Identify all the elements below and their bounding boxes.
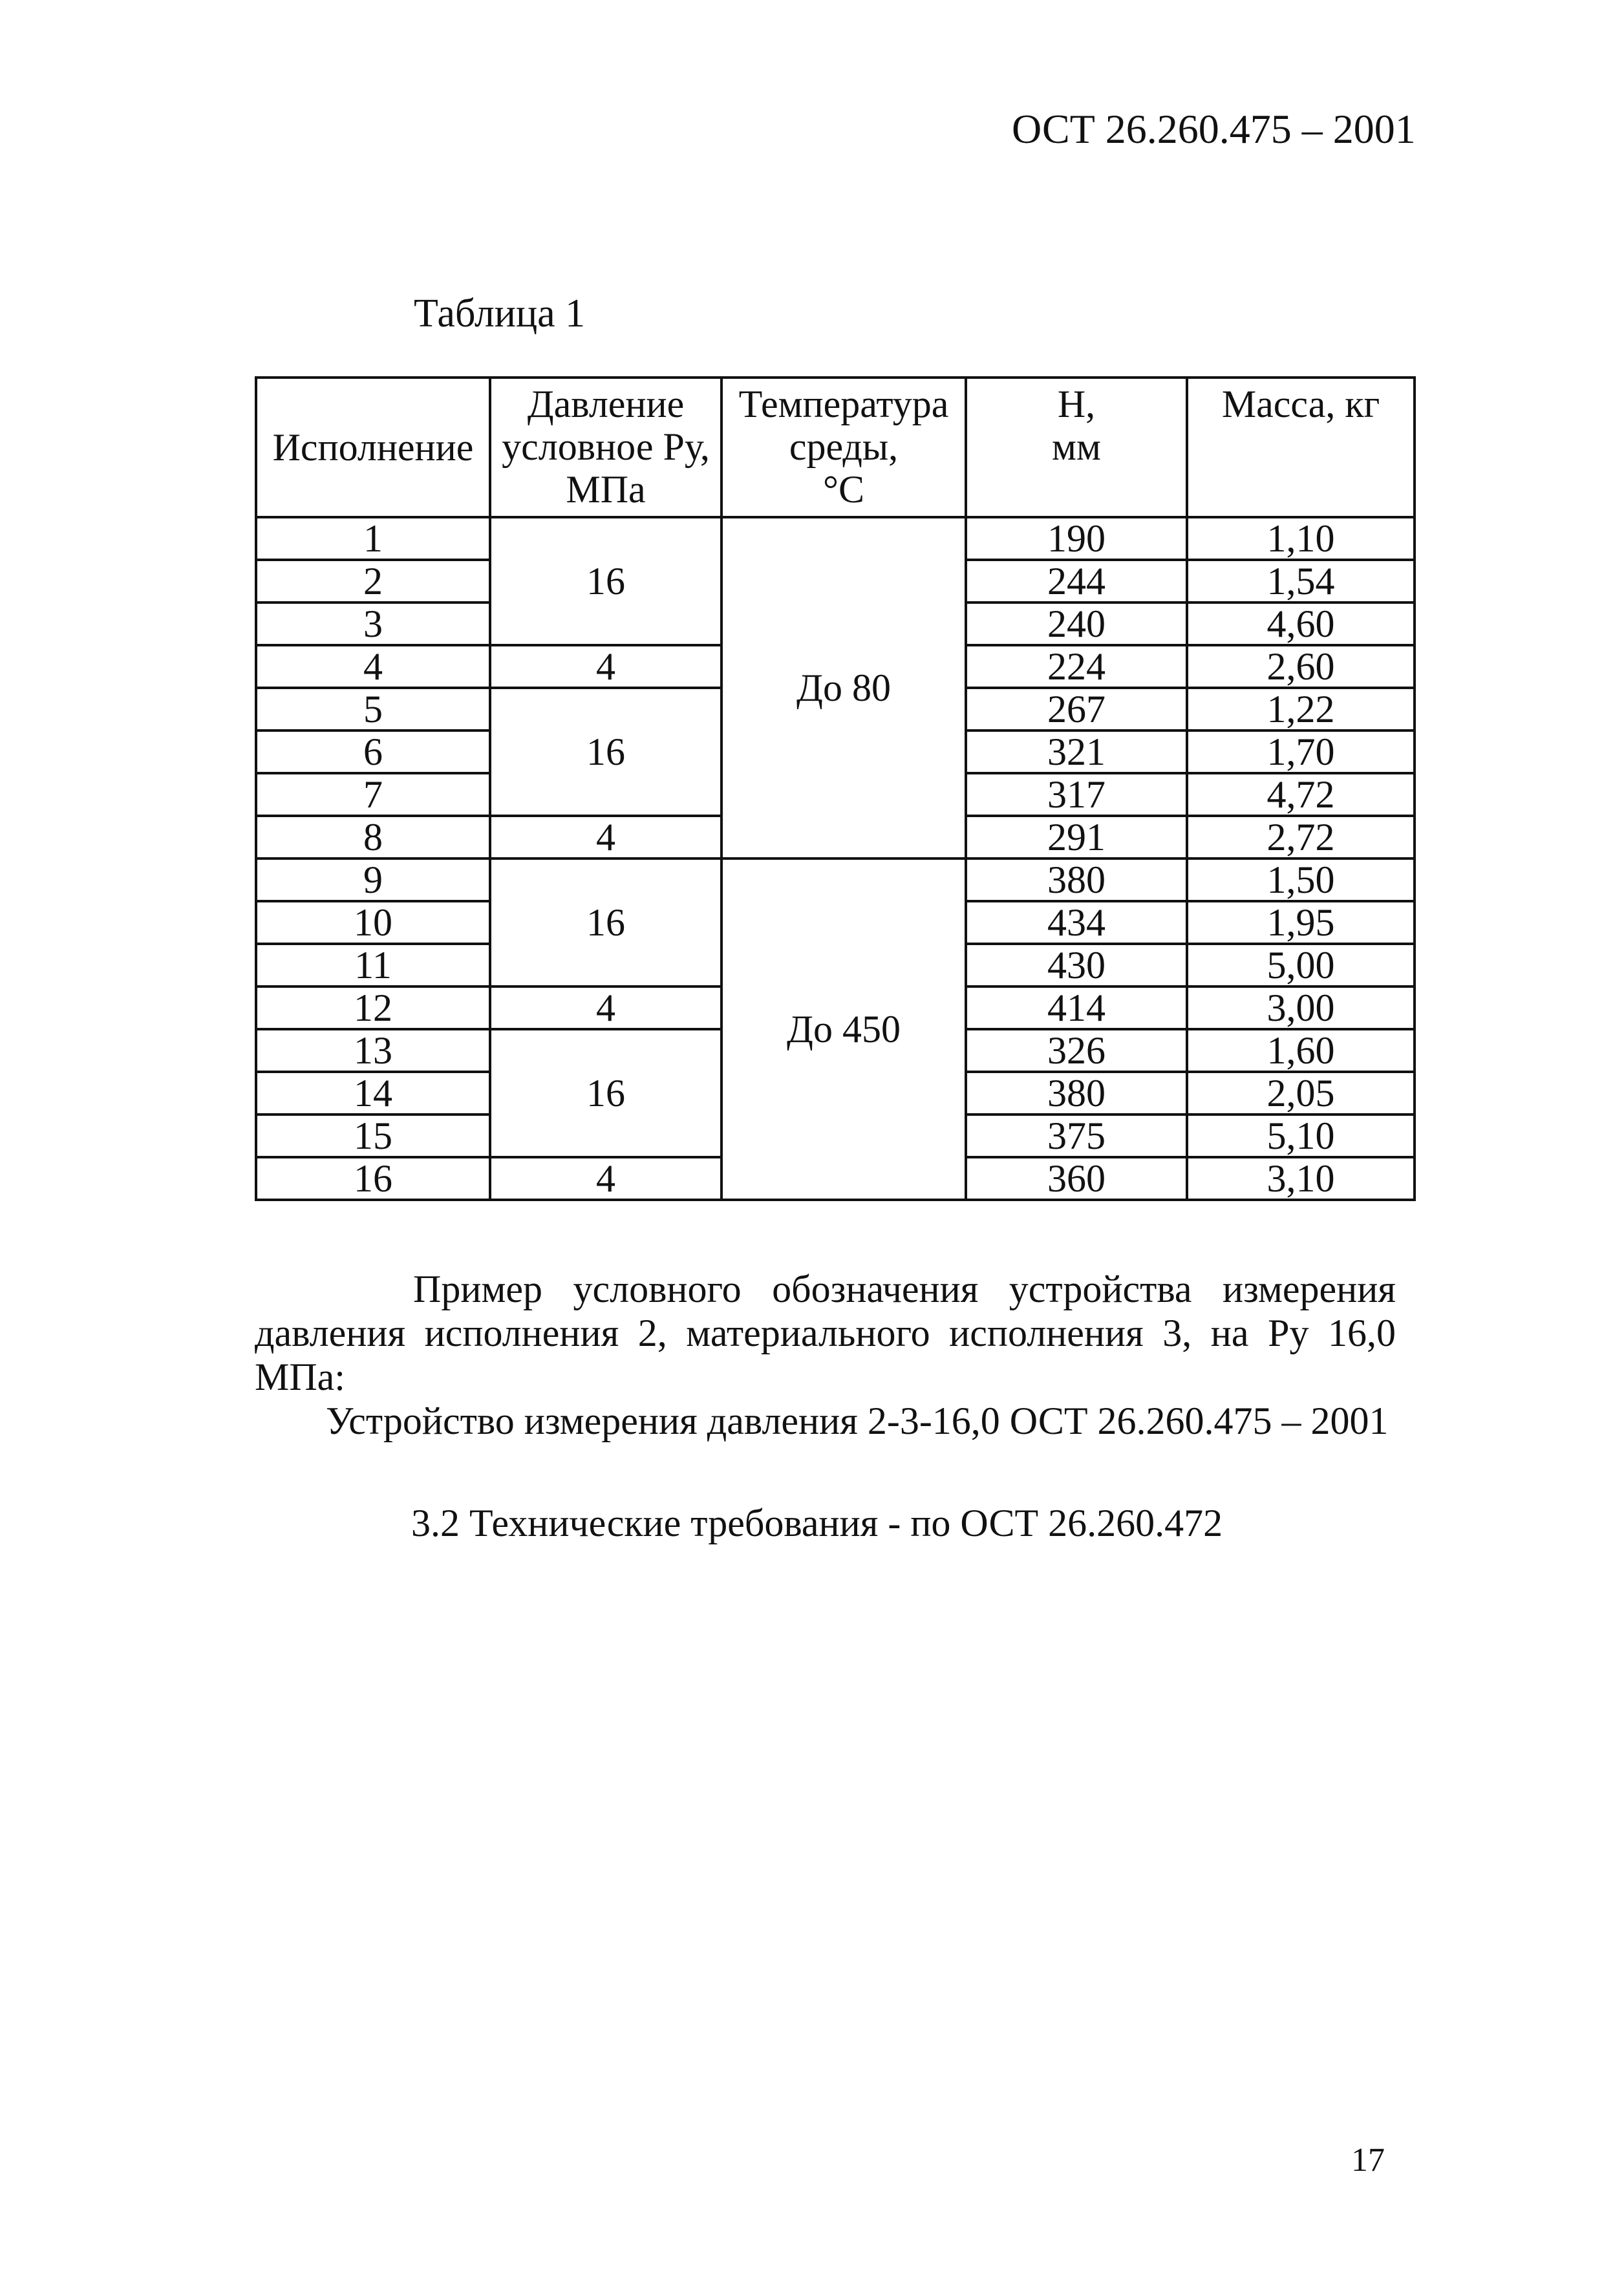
header-temperature: Температура среды, °С: [721, 378, 966, 517]
cell-mass: 1,70: [1187, 730, 1415, 773]
section-technical-requirements: 3.2 Технические требования - по ОСТ 26.260.472: [411, 1502, 1223, 1544]
cell-variant: 16: [256, 1157, 490, 1200]
example-paragraph: Пример условного обозначения устройства измерения давления исполнения 2, материального исполнения 3, на Pу 16,0 МПа:: [255, 1268, 1396, 1398]
cell-variant: 9: [256, 858, 490, 901]
cell-height: 317: [966, 773, 1187, 816]
cell-pressure: 4: [490, 645, 721, 688]
cell-pressure: 16: [490, 688, 721, 816]
cell-mass: 3,00: [1187, 986, 1415, 1029]
cell-variant: 4: [256, 645, 490, 688]
example-designation: Устройство измерения давления 2-3-16,0 ОСТ 26.260.475 – 2001: [326, 1400, 1389, 1442]
header-mass: Масса, кг: [1187, 378, 1415, 517]
cell-variant: 5: [256, 688, 490, 730]
cell-pressure: 4: [490, 1157, 721, 1200]
cell-mass: 4,60: [1187, 602, 1415, 645]
cell-height: 430: [966, 944, 1187, 986]
cell-mass: 1,50: [1187, 858, 1415, 901]
cell-height: 244: [966, 560, 1187, 602]
cell-pressure: 4: [490, 816, 721, 858]
cell-height: 380: [966, 1072, 1187, 1114]
cell-mass: 1,22: [1187, 688, 1415, 730]
table-header-row: [256, 378, 1415, 517]
cell-temperature: До 80: [721, 517, 966, 858]
cell-height: 224: [966, 645, 1187, 688]
cell-pressure: 16: [490, 858, 721, 986]
table-row: [256, 858, 1415, 901]
cell-mass: 1,54: [1187, 560, 1415, 602]
cell-pressure: 16: [490, 517, 721, 645]
cell-variant: 11: [256, 944, 490, 986]
cell-variant: 1: [256, 517, 490, 560]
cell-mass: 3,10: [1187, 1157, 1415, 1200]
cell-height: 240: [966, 602, 1187, 645]
cell-variant: 14: [256, 1072, 490, 1114]
cell-mass: 1,95: [1187, 901, 1415, 944]
cell-variant: 7: [256, 773, 490, 816]
cell-mass: 5,00: [1187, 944, 1415, 986]
cell-temperature: До 450: [721, 858, 966, 1200]
cell-mass: 5,10: [1187, 1114, 1415, 1157]
header-pressure: Давление условное Pу, МПа: [490, 378, 721, 517]
cell-mass: 2,72: [1187, 816, 1415, 858]
cell-height: 434: [966, 901, 1187, 944]
cell-variant: 15: [256, 1114, 490, 1157]
page-number: 17: [1351, 2142, 1385, 2179]
cell-height: 380: [966, 858, 1187, 901]
table-title: Таблица 1: [414, 292, 586, 336]
cell-mass: 4,72: [1187, 773, 1415, 816]
designation-example: [255, 1267, 1396, 1443]
cell-height: 190: [966, 517, 1187, 560]
cell-variant: 13: [256, 1029, 490, 1072]
cell-pressure: 16: [490, 1029, 721, 1157]
cell-height: 360: [966, 1157, 1187, 1200]
cell-variant: 2: [256, 560, 490, 602]
cell-height: 375: [966, 1114, 1187, 1157]
cell-height: 321: [966, 730, 1187, 773]
cell-variant: 12: [256, 986, 490, 1029]
header-variant: Исполнение: [256, 378, 490, 517]
cell-variant: 10: [256, 901, 490, 944]
cell-variant: 3: [256, 602, 490, 645]
cell-mass: 1,60: [1187, 1029, 1415, 1072]
cell-height: 291: [966, 816, 1187, 858]
cell-variant: 8: [256, 816, 490, 858]
cell-height: 414: [966, 986, 1187, 1029]
header-height: Н, мм: [966, 378, 1187, 517]
cell-mass: 2,60: [1187, 645, 1415, 688]
cell-height: 326: [966, 1029, 1187, 1072]
cell-height: 267: [966, 688, 1187, 730]
table-row: [256, 517, 1415, 560]
cell-pressure: 4: [490, 986, 721, 1029]
cell-mass: 2,05: [1187, 1072, 1415, 1114]
cell-mass: 1,10: [1187, 517, 1415, 560]
cell-variant: 6: [256, 730, 490, 773]
document-code: ОСТ 26.260.475 – 2001: [1012, 106, 1416, 152]
specification-table: [255, 376, 1416, 1201]
